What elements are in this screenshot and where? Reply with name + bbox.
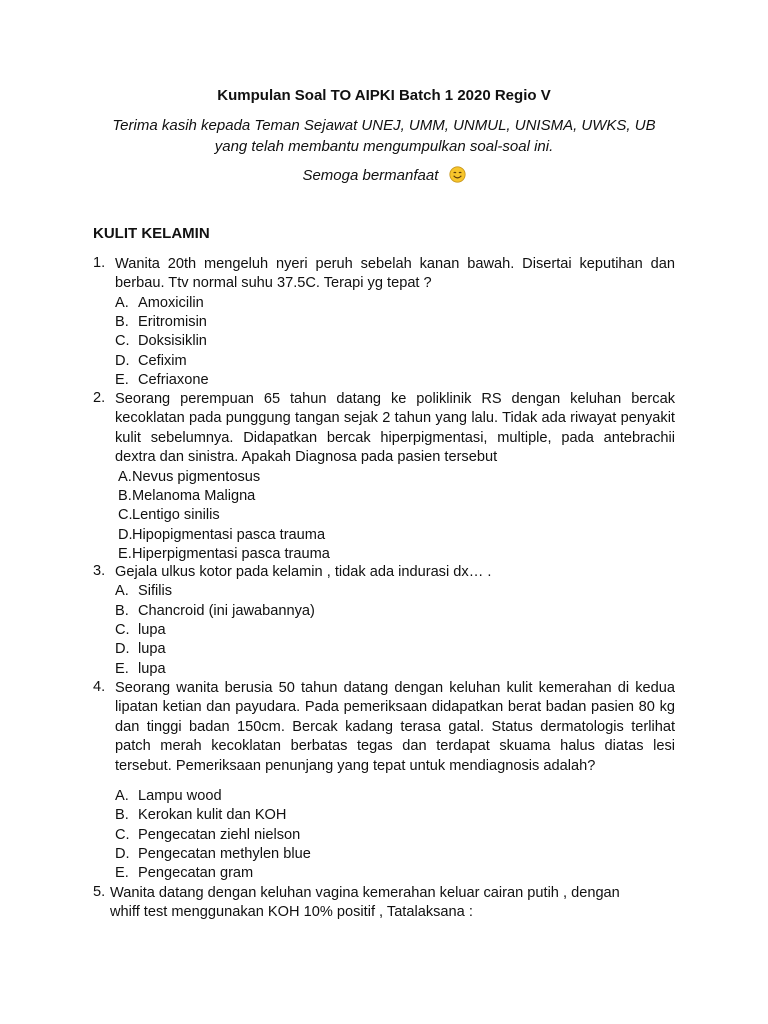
option — [115, 602, 675, 621]
option-letter: D. — [115, 845, 130, 862]
option-text: lupa — [138, 641, 166, 658]
option-text: Nevus pigmentosus — [132, 468, 261, 485]
option-text: lupa — [138, 622, 166, 638]
question-number: 3. — [93, 563, 106, 579]
smiley-emoji-icon — [449, 166, 466, 183]
option-text: Cefixim — [138, 352, 187, 369]
option-text: Hiperpigmentasi pasca trauma — [132, 545, 330, 562]
option — [115, 332, 675, 351]
option — [115, 526, 675, 545]
option-letter: C. — [115, 333, 130, 350]
option — [115, 806, 675, 825]
option-text: Amoxicilin — [138, 294, 204, 311]
option-letter: D. — [115, 641, 130, 658]
option-text: Melanoma Maligna — [132, 487, 256, 504]
question-2 — [93, 390, 675, 564]
acknowledgement-line-1: Terima kasih kepada Teman Sejawat UNEJ, UMM, UNMUL, UNISMA, UWKS, UB — [112, 117, 656, 134]
option-text: Sifilis — [138, 583, 173, 600]
question-number: 1. — [93, 255, 106, 271]
option — [115, 371, 675, 390]
option — [115, 294, 675, 313]
acknowledgement — [0, 115, 768, 157]
question-text: Wanita 20th mengeluh nyeri peruh sebelah kanan bawah. Disertai keputihan dan berbau. Ttv normal suhu 37.5C. Terapi yg tepat ? — [115, 256, 675, 292]
option-letter: B. — [115, 807, 129, 824]
question-text: Gejala ulkus kotor pada kelamin , tidak ada indurasi dx… . — [115, 564, 492, 580]
acknowledgement-line-2: yang telah membantu mengumpulkan soal-soal ini. — [214, 138, 554, 155]
option-letter: C. — [115, 622, 130, 638]
option-letter: A. — [118, 468, 132, 485]
option-letter: E. — [115, 372, 129, 388]
option-text: Cefriaxone — [138, 372, 209, 388]
question-3 — [93, 563, 675, 679]
option — [115, 468, 675, 487]
option-text: Pengecatan gram — [138, 865, 254, 882]
question-number: 4. — [93, 679, 106, 695]
option — [115, 506, 675, 525]
option — [115, 660, 675, 679]
option — [115, 864, 675, 883]
closing-wish — [0, 165, 768, 186]
option-letter: E. — [115, 660, 129, 677]
option — [115, 826, 675, 845]
option — [115, 640, 675, 659]
option — [115, 313, 675, 332]
section-heading: KULIT KELAMIN — [93, 225, 210, 242]
option — [115, 352, 675, 371]
question-text: Seorang wanita berusia 50 tahun datang dengan keluhan kulit kemerahan di kedua lipatan ketian dan payudara. Pada pemeriksaan didapatkan berat badan pasien 80 kg dan tinggi badan 150cm. Bercak kadang terasa gatal. Status dermatologis terlihat patch merah kecoklatan berbatas tegas dan terdapat skuama halus diatas lesi tersebut. Pemeriksaan penunjang yang tepat untuk mendiagnosis adalah? — [115, 680, 675, 774]
option — [115, 545, 675, 564]
wish-text: Semoga bermanfaat — [302, 167, 439, 184]
option-text: Chancroid (ini jawabannya) — [138, 602, 315, 619]
question-4 — [93, 679, 675, 884]
option-letter: A. — [115, 294, 129, 311]
option-letter: D. — [115, 352, 130, 369]
option-text: Pengecatan methylen blue — [138, 845, 311, 862]
option-letter: A. — [115, 788, 129, 805]
option — [115, 787, 675, 806]
option-text: Kerokan kulit dan KOH — [138, 807, 287, 824]
option-text: Lampu wood — [138, 788, 222, 805]
option-letter: B. — [118, 487, 132, 504]
option-text: Doksisiklin — [138, 333, 207, 350]
option-text: Eritromisin — [138, 314, 207, 331]
option — [115, 582, 675, 601]
question-5 — [93, 884, 653, 923]
question-1 — [93, 255, 675, 390]
question-number: 5. — [93, 884, 106, 900]
option-text: Hipopigmentasi pasca trauma — [132, 526, 326, 543]
option-text: Pengecatan ziehl nielson — [138, 826, 301, 843]
option — [115, 487, 675, 506]
option — [115, 621, 675, 640]
option-text: Lentigo sinilis — [132, 507, 220, 524]
option-letter: E. — [115, 865, 129, 882]
option-letter: A. — [115, 583, 129, 600]
document-title: Kumpulan Soal TO AIPKI Batch 1 2020 Regio V — [217, 87, 551, 104]
option-text: lupa — [138, 660, 166, 677]
option — [115, 845, 675, 864]
question-text: Seorang perempuan 65 tahun datang ke poliklinik RS dengan keluhan bercak kecoklatan pada punggung tangan sejak 2 tahun yang lalu. Tidak ada riwayat penyakit kulit sebelumnya. Didapatkan bercak hiperpigmentasi, multiple, pada antebrachii dextra dan sinistra. Apakah Diagnosa pada pasien tersebut — [115, 391, 675, 466]
question-text: Wanita datang dengan keluhan vagina kemerahan keluar cairan putih , dengan whiff test menggunakan KOH 10% positif , Tatalaksana : — [110, 885, 620, 921]
question-number: 2. — [93, 390, 106, 406]
option-letter: C. — [118, 507, 133, 524]
option-letter: B. — [115, 314, 129, 331]
option-letter: D. — [118, 526, 133, 543]
option-letter: E. — [118, 545, 132, 562]
option-letter: C. — [115, 826, 130, 843]
option-letter: B. — [115, 602, 129, 619]
